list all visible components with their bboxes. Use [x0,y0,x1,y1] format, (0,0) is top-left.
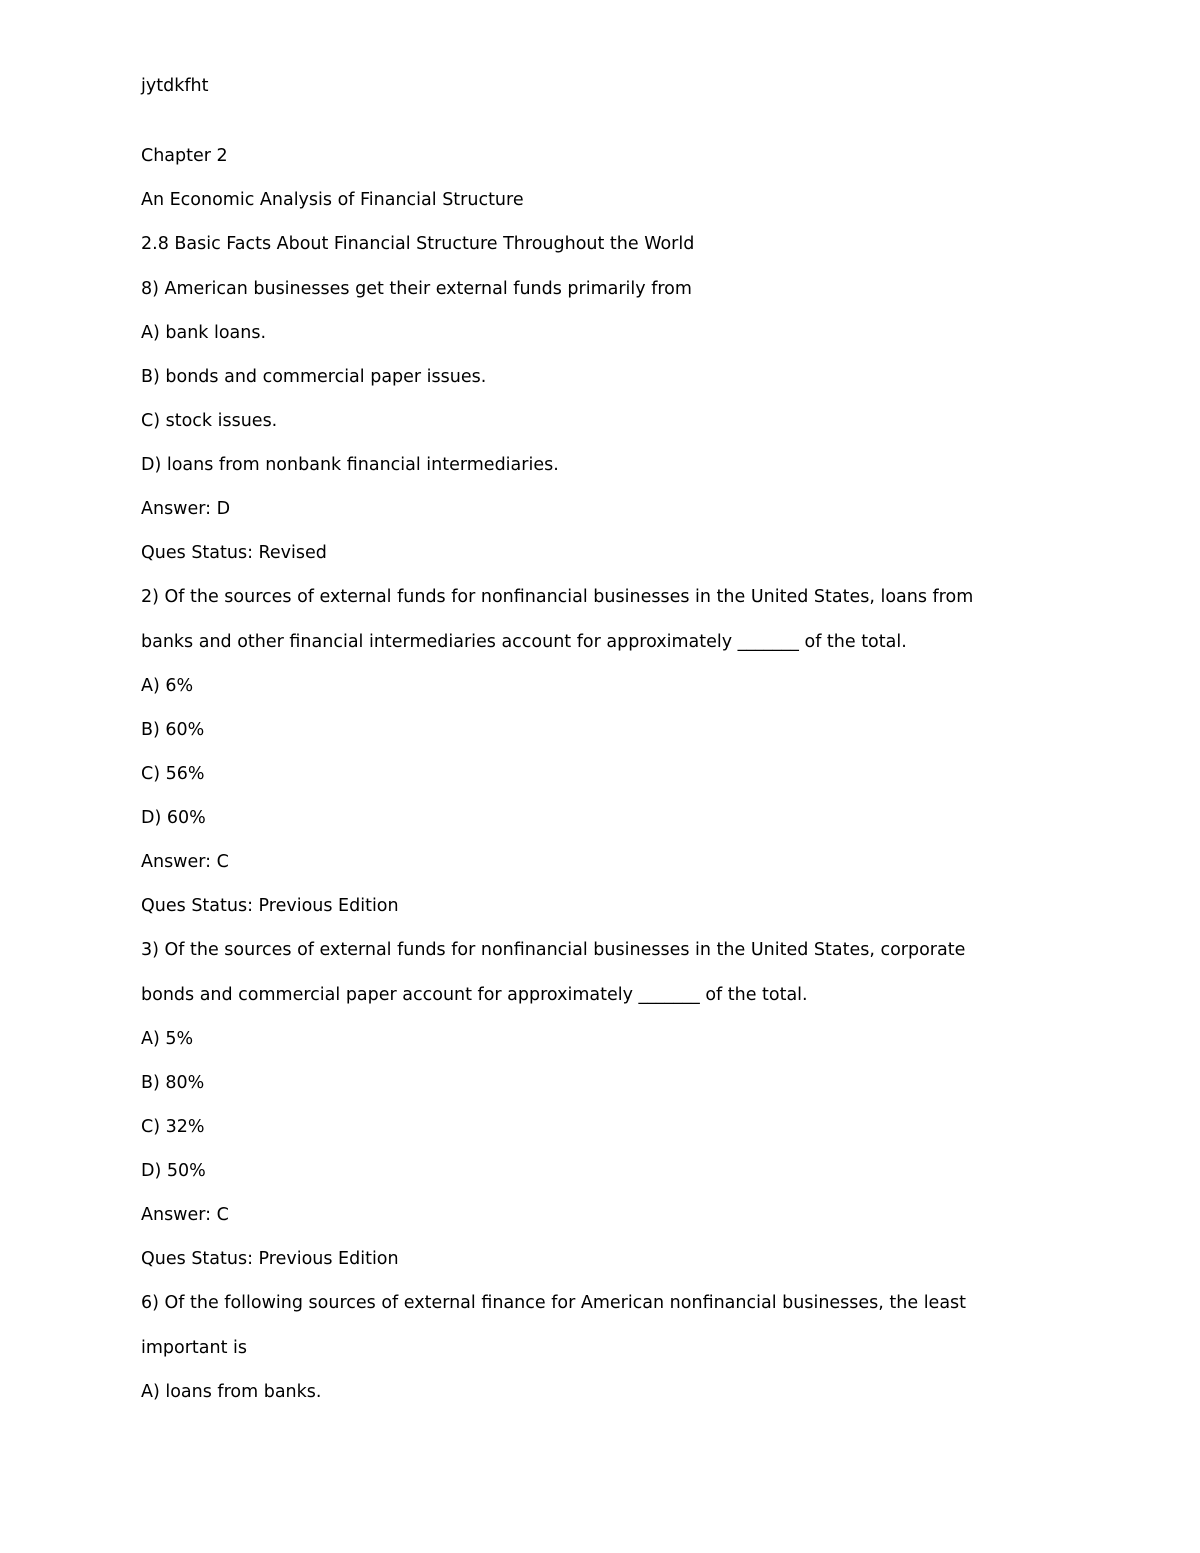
section-heading: 2.8 Basic Facts About Financial Structure Throughout the World [141,234,695,254]
question-6-text-line-1: 6) Of the following sources of external finance for American nonfinancial businesses, the least [141,1293,967,1313]
question-6-option-a: A) loans from banks. [141,1382,322,1402]
question-3-option-a: A) 5% [141,1029,194,1049]
question-8-text: 8) American businesses get their external funds primarily from [141,279,692,299]
question-3-text-line-1: 3) Of the sources of external funds for nonfinancial businesses in the United States, corporate [141,940,966,960]
question-8-option-a: A) bank loans. [141,323,267,343]
question-3-status: Ques Status: Previous Edition [141,1249,399,1269]
question-2-option-b: B) 60% [141,720,205,740]
question-8-option-d: D) loans from nonbank financial intermediaries. [141,455,559,475]
chapter-title: An Economic Analysis of Financial Structure [141,190,524,210]
question-3-option-c: C) 32% [141,1117,205,1137]
chapter-label: Chapter 2 [141,146,228,166]
question-2-option-a: A) 6% [141,676,194,696]
question-2-text-line-1: 2) Of the sources of external funds for nonfinancial businesses in the United States, loans from [141,587,974,607]
question-8-answer: Answer: D [141,499,231,519]
question-2-option-c: C) 56% [141,764,205,784]
question-2-status: Ques Status: Previous Edition [141,896,399,916]
document-header-text: jytdkfht [141,76,209,96]
question-3-option-d: D) 50% [141,1161,206,1181]
question-2-text-line-2: banks and other financial intermediaries account for approximately _______ of the total. [141,632,907,652]
question-3-text-line-2: bonds and commercial paper account for approximately _______ of the total. [141,985,808,1005]
question-3-option-b: B) 80% [141,1073,205,1093]
question-2-option-d: D) 60% [141,808,206,828]
question-3-answer: Answer: C [141,1205,229,1225]
question-6-text-line-2: important is [141,1338,247,1358]
question-8-status: Ques Status: Revised [141,543,327,563]
question-8-option-c: C) stock issues. [141,411,278,431]
question-2-answer: Answer: C [141,852,229,872]
question-8-option-b: B) bonds and commercial paper issues. [141,367,487,387]
